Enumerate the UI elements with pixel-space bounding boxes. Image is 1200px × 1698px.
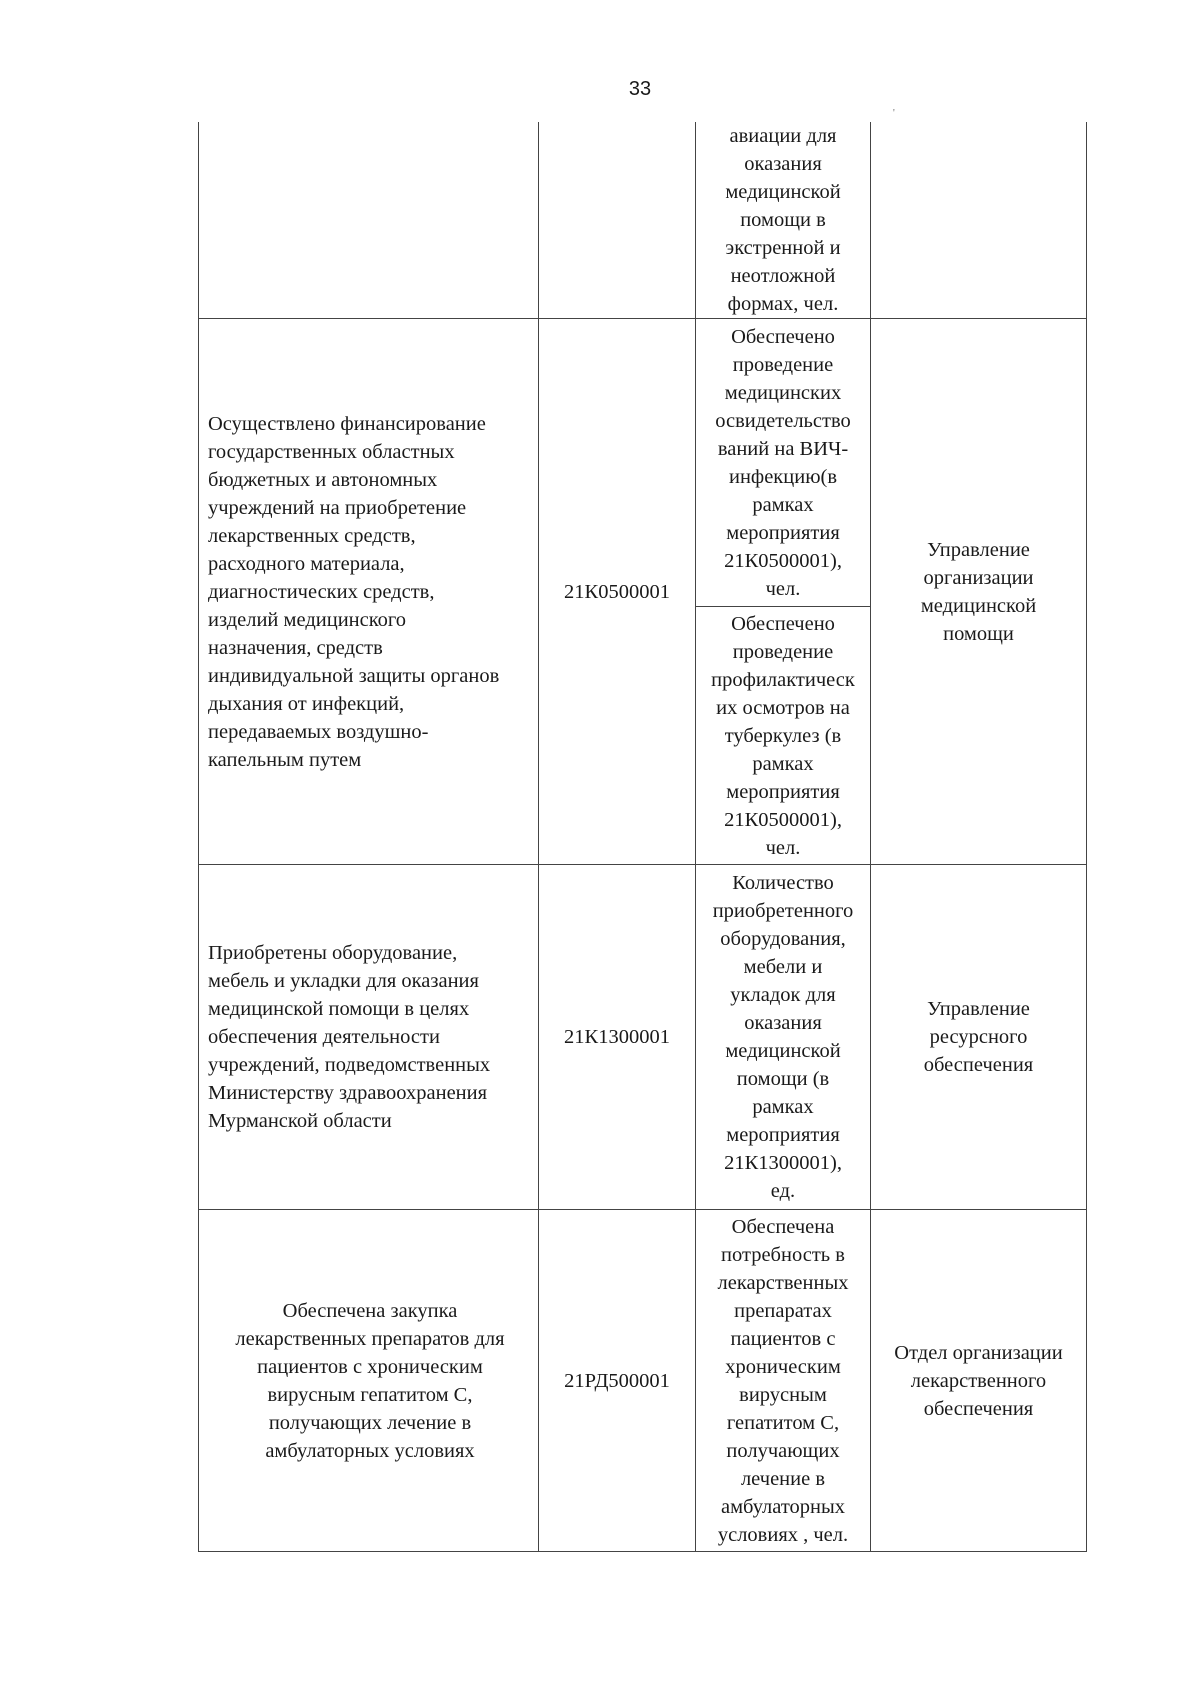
table-cell-code <box>539 1210 696 1552</box>
responsible-text: Отдел организации лекарственного обеспечения <box>894 1341 1063 1420</box>
table-cell-indicator <box>696 319 871 607</box>
table-cell-responsible <box>871 319 1087 865</box>
description-text: Обеспечена закупка лекарственных препаратов для пациентов с хроническим вирусным гепатитом С, получающих лечение в амбулаторных условиях <box>235 1299 505 1462</box>
scan-speck: ' <box>893 108 895 119</box>
responsible-text: Управление организации медицинской помощи <box>920 538 1037 645</box>
table-row <box>199 1210 1087 1552</box>
page-number: 33 <box>628 78 652 100</box>
table-cell-code <box>539 319 696 865</box>
description-text: Приобретены оборудование, мебель и укладки для оказания медицинской помощи в целях обеспечения деятельности учреждений, подведомственных Министерству здравоохранения Мурманской области <box>208 942 491 1132</box>
indicator-text: Обеспечена потребность в лекарственных препаратах пациентов с хроническим вирусным гепатитом С, получающих лечение в амбулаторных условиях , чел. <box>717 1215 849 1546</box>
responsible-text: Управление ресурсного обеспечения <box>923 998 1034 1076</box>
table-cell-code <box>539 865 696 1210</box>
table-cell-description <box>199 865 539 1210</box>
table-cell-responsible <box>871 865 1087 1210</box>
table-row-continued <box>199 122 1087 319</box>
table-cell-indicator <box>696 122 871 319</box>
table-cell-description <box>199 1210 539 1552</box>
indicator-text: Обеспечено проведение профилактическ их осмотров на туберкулез (в рамках мероприятия 21К0500001), чел. <box>711 612 855 859</box>
table-cell-responsible <box>871 122 1087 319</box>
table-cell-indicator <box>696 607 871 865</box>
description-text: Осуществлено финансирование государственных областных бюджетных и автономных учреждений на приобретение лекарственных средств, расходного материала, диагностических средств, изделий медицинского назначения, средств индивидуальной защиты органов дыхания от инфекций, передаваемых воздушно- капельным путем <box>208 412 500 771</box>
code-text: 21К1300001 <box>564 1026 670 1048</box>
indicator-text: Количество приобретенного оборудования, мебели и укладок для оказания медицинской помощи (в рамках мероприятия 21К1300001), ед. <box>712 872 854 1202</box>
code-text: 21К0500001 <box>564 580 670 603</box>
measures-table <box>198 122 1087 1552</box>
table-cell-indicator <box>696 865 871 1210</box>
table-cell-description <box>199 319 539 865</box>
table-cell-responsible <box>871 1210 1087 1552</box>
indicator-text: Обеспечено проведение медицинских освидетельство ваний на ВИЧ- инфекцию(в рамках мероприятия 21К0500001), чел. <box>715 325 851 600</box>
table-cell-indicator <box>696 1210 871 1552</box>
table-row <box>199 865 1087 1210</box>
table-cell-code <box>539 122 696 319</box>
table-row <box>199 319 1087 607</box>
indicator-text: авиации для оказания медицинской помощи в экстренной и неотложной формах, чел. <box>725 125 841 315</box>
table-cell-description <box>199 122 539 319</box>
code-text: 21РД500001 <box>564 1369 670 1392</box>
